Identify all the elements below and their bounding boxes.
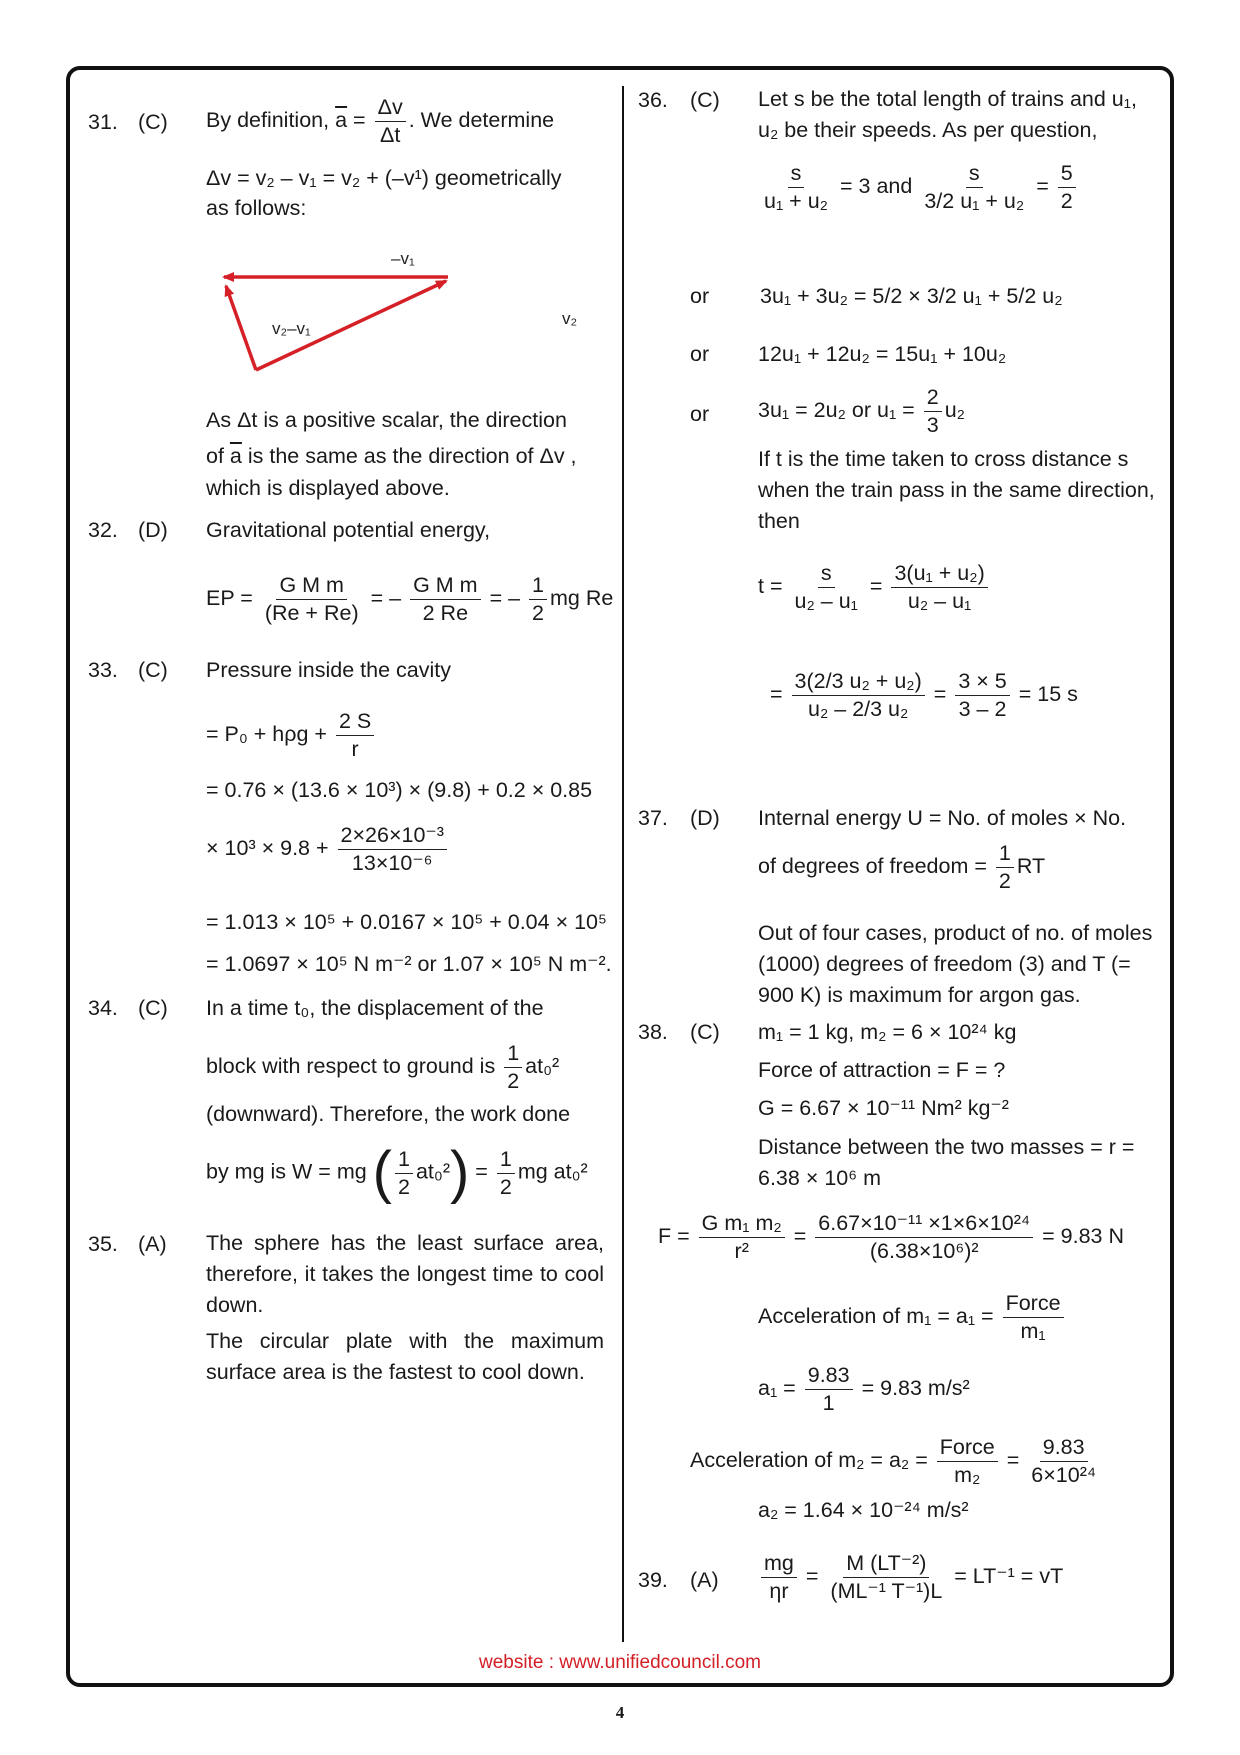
question-number: 36. <box>638 88 668 112</box>
question-number: 33. <box>88 658 118 682</box>
q31-para-line3: which is displayed above. <box>206 476 450 500</box>
answer-option: (C) <box>138 110 168 134</box>
question-number: 37. <box>638 806 668 830</box>
q33-line3: × 10³ × 9.8 + $\frac{\text{2×26×10⁻³}}{\text{13×10⁻⁶}}$ <box>206 822 450 877</box>
question-number: 31. <box>88 110 118 134</box>
q33-text: Pressure inside the cavity <box>206 658 451 682</box>
q31-line3: as follows: <box>206 196 307 220</box>
q37-para2: Out of four cases, product of no. of moles (1000) degrees of freedom (3) and T (= 900 K) is maximum for argon gas. <box>758 921 1153 1007</box>
or-label: or <box>690 284 710 308</box>
answer-option: (D) <box>690 806 720 830</box>
q38-acc1: Acceleration of m₁ = a₁ = $\frac{\text{Force}}{\text{m₁}}$ <box>758 1290 1067 1345</box>
question-number: 35. <box>88 1232 118 1256</box>
fraction: $\frac{\Delta v}{\Delta t}$ <box>375 94 406 149</box>
question-number: 39. <box>638 1568 668 1592</box>
v2-minus-v1-arrow <box>226 286 256 370</box>
q35-para2: The circular plate with the maximum surface area is the fastest to cool down. <box>206 1329 604 1384</box>
q38-a1: a₁ = $\frac{9.83}{1}$ = 9.83 m/s² <box>758 1363 970 1415</box>
q32-equation: EP = $\frac{\text{G M m}}{(Re + Re)}$ = – $\frac{\text{G M m}}{2 Re}$ = – $\frac{1}{2}$ mg Re <box>206 573 614 625</box>
q33-line2: = 0.76 × (13.6 × 10³) × (9.8) + 0.2 × 0.85 <box>206 778 593 802</box>
q33-line5: = 1.0697 × 10⁵ N m⁻² or 1.07 × 10⁵ N m⁻². <box>206 952 612 976</box>
label-v2: v₂ <box>562 309 578 328</box>
q38-force-equation: F = $\frac{\text{G m₁ m₂}}{\text{r²}}$ = $\frac{\text{6.67×10⁻¹¹ ×1×6×10²⁴}}{\text{(6.38×10⁶)²}}$ = 9.83 N <box>658 1211 1124 1263</box>
q36-row3: 3u₁ = 2u₂ or u₁ = $\frac{2}{3}$ u₂ <box>758 385 966 437</box>
q34-line1: In a time t₀, the displacement of the <box>206 996 544 1020</box>
q38-line4: Distance between the two masses = r = 6.38 × 10⁶ m <box>758 1135 1135 1190</box>
q37-line1: Internal energy U = No. of moles × No. <box>758 806 1127 830</box>
question-number: 32. <box>88 518 118 542</box>
answer-option: (C) <box>138 658 168 682</box>
or-label: or <box>690 342 710 366</box>
label-v2-minus-v1: v₂–v₁ <box>272 319 311 338</box>
q37-line2: of degrees of freedom = $\frac{1}{2}$ RT <box>758 841 1046 893</box>
label-neg-v1: –v₁ <box>391 249 415 268</box>
q36-equation1: $\frac{s}{\text{u₁ + u₂}}$ = 3 and $\frac{s}{\text{3/2 u₁ + u₂}}$ = $\frac{5}{2}$ <box>758 160 1079 215</box>
q33-line4: = 1.013 × 10⁵ + 0.0167 × 10⁵ + 0.04 × 10⁵ <box>206 910 607 934</box>
q36-intro: Let s be the total length of trains and u₁, u₂ be their speeds. As per question, <box>758 87 1137 142</box>
q34-line3: (downward). Therefore, the work done <box>206 1102 571 1126</box>
q33-line1: = P₀ + hρg + $\frac{2 S}{r}$ <box>206 708 377 763</box>
answer-option: (A) <box>690 1568 719 1592</box>
q31-para-line1: As Δt is a positive scalar, the direction <box>206 408 567 432</box>
page-number: 4 <box>615 1703 625 1722</box>
q38-line3: G = 6.67 × 10⁻¹¹ Nm² kg⁻² <box>758 1096 1009 1120</box>
q36-row1: 3u₁ + 3u₂ = 5/2 × 3/2 u₁ + 5/2 u₂ <box>760 284 1063 308</box>
q31-para-line2: of $\overline{a}$ is the same as the direction of Δv , <box>206 444 577 468</box>
q35-para1: The sphere has the least surface area, therefore, it takes the longest time to cool down. <box>206 1231 604 1317</box>
q38-line2: Force of attraction = F = ? <box>758 1058 1006 1082</box>
q38-a2: a₂ = 1.64 × 10⁻²⁴ m/s² <box>758 1498 969 1522</box>
q34-line4: by mg is W = mg ( $\frac{1}{2}$ at₀²) = $\frac{1}{2}$ mg at₀² <box>206 1140 588 1205</box>
q34-line2: block with respect to ground is $\frac{1}{2}$ at₀² <box>206 1041 560 1093</box>
vector-triangle-diagram <box>196 240 578 380</box>
question-number: 34. <box>88 996 118 1020</box>
answer-option: (C) <box>690 88 720 112</box>
q38-acc2: Acceleration of m₂ = a₂ = $\frac{\text{Force}}{\text{m₂}}$ = $\frac{9.83}{\text{6×10²⁴}}$ <box>690 1435 1097 1487</box>
q31-line2: Δv = v₂ – v₁ = v₂ + (–v¹) geometrically <box>206 166 562 190</box>
q36-para2: If t is the time taken to cross distance s when the train pass in the same direction, then <box>758 447 1155 533</box>
answer-option: (C) <box>690 1020 720 1044</box>
answer-option: (A) <box>138 1232 167 1256</box>
q38-line1: m₁ = 1 kg, m₂ = 6 × 10²⁴ kg <box>758 1020 1017 1044</box>
question-number: 38. <box>638 1020 668 1044</box>
q36-row2: 12u₁ + 12u₂ = 15u₁ + 10u₂ <box>758 342 1007 366</box>
footer-website: website : www.unifiedcouncil.com <box>479 1652 761 1673</box>
q36-equation-t2: = $\frac{\text{3(2/3 u₂ + u₂)}}{\text{u₂ – 2/3 u₂}}$ = $\frac{3 \times 5}{3 - 2}$ = 15 s <box>770 669 1078 721</box>
answer-option: (C) <box>138 996 168 1020</box>
q31-line1: By definition, $\overline{a}$ = $\frac{\Delta v}{\Delta t}$ . We determine <box>206 95 555 147</box>
q39-equation: $\frac{mg}{\eta r}$ = $\frac{\text{M (LT⁻²)}}{\text{(ML⁻¹ T⁻¹)L}}$ = LT⁻¹ = vT <box>758 1550 1063 1605</box>
q32-text: Gravitational potential energy, <box>206 518 491 542</box>
q36-equation-t1: t = $\frac{s}{\text{u₂ – u₁}}$ = $\frac{\text{3(u₁ + u₂)}}{\text{u₂ – u₁}}$ <box>758 560 991 615</box>
answer-option: (D) <box>138 518 168 542</box>
or-label: or <box>690 402 710 426</box>
column-divider <box>622 86 624 1642</box>
